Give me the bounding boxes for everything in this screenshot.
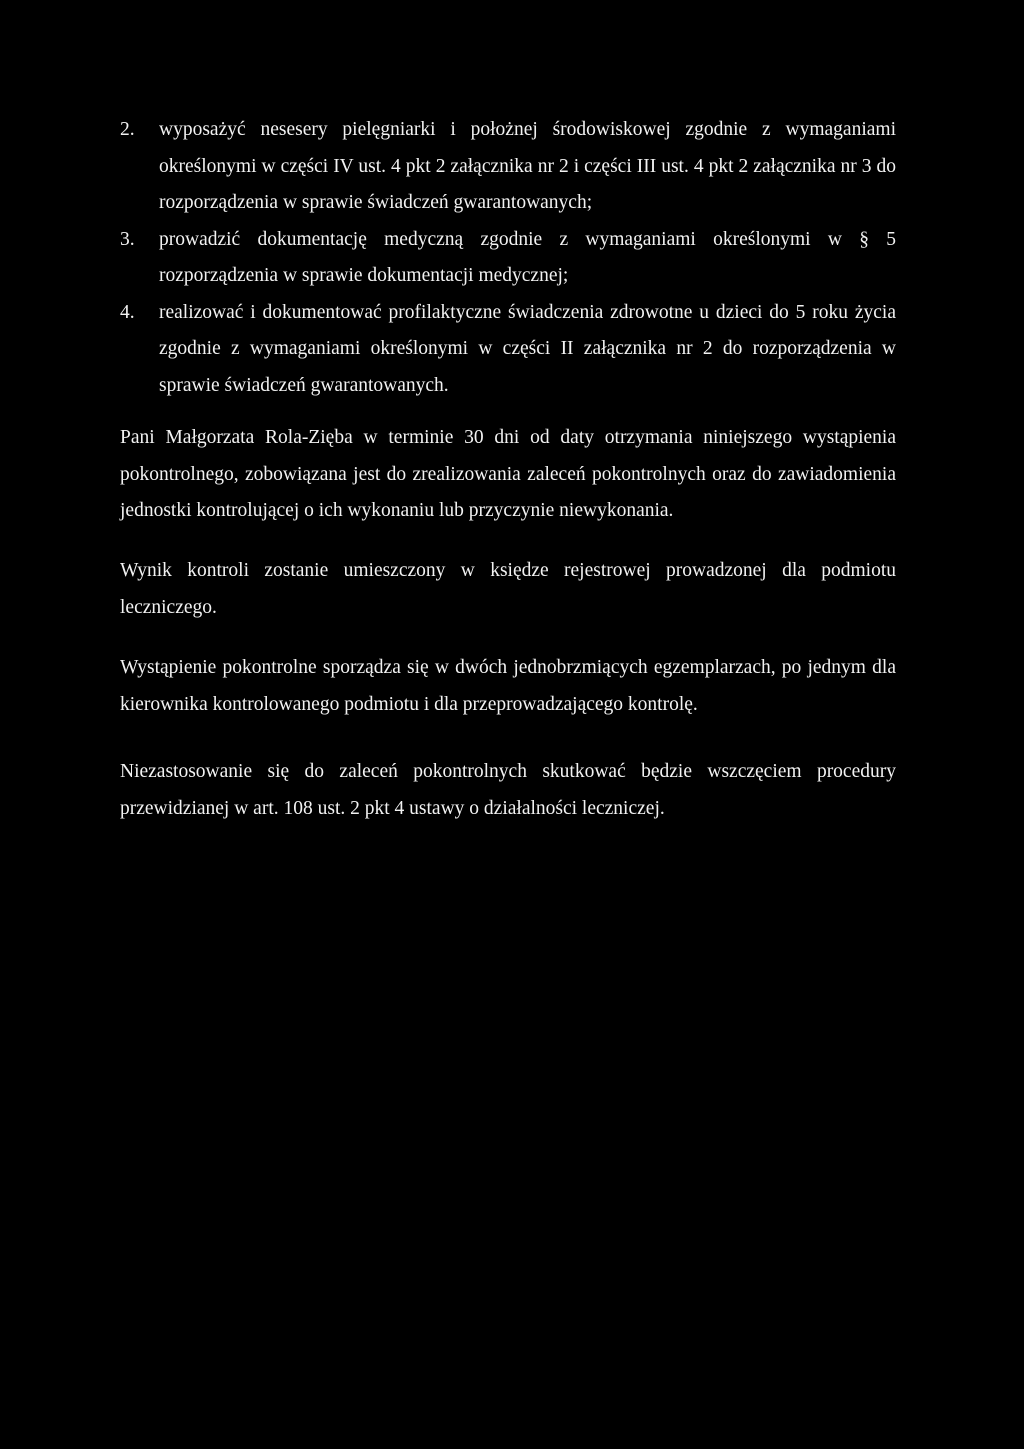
list-item-text: prowadzić dokumentację medyczną zgodnie z wymaganiami określonymi w § 5 rozporządzenia w sprawie dokumentacji medycznej; bbox=[159, 228, 896, 286]
list-item-text: wyposażyć nesesery pielęgniarki i położnej środowiskowej zgodnie z wymaganiami określonymi w części IV ust. 4 pkt 2 załącznika nr 2 i części III ust. 4 pkt 2 załącznika nr 3 do rozporządzenia w sprawie świadczeń gwarantowanych; bbox=[159, 119, 896, 213]
list-item-number: 4. bbox=[120, 301, 135, 323]
list-item bbox=[120, 112, 896, 222]
list-item bbox=[120, 295, 896, 405]
list-item bbox=[120, 222, 896, 295]
list-item-text: realizować i dokumentować profilaktyczne świadczenia zdrowotne u dzieci do 5 roku życia zgodnie z wymaganiami określonymi w części II załącznika nr 2 do rozporządzenia w sprawie świadczeń gwarantowanych. bbox=[159, 301, 896, 396]
list-item-number: 3. bbox=[120, 228, 135, 250]
deadline-paragraph: Pani Małgorzata Rola-Zięba w terminie 30 dni od daty otrzymania niniejszego wystąpienia pokontrolnego, zobowiązana jest do zrealizowania zaleceń pokontrolnych oraz do zawiadomienia jednostki kontrolującej o ich wykonaniu lub przyczynie niewykonania. bbox=[120, 427, 896, 521]
copies-paragraph: Wystąpienie pokontrolne sporządza się w dwóch jednobrzmiących egzemplarzach, po jednym dla kierownika kontrolowanego podmiotu i dla przeprowadzającego kontrolę. bbox=[120, 657, 896, 715]
recommendations-list bbox=[120, 112, 896, 404]
register-paragraph: Wynik kontroli zostanie umieszczony w księdze rejestrowej prowadzonej dla podmiotu leczniczego. bbox=[120, 560, 896, 618]
sanction-paragraph: Niezastosowanie się do zaleceń pokontrolnych skutkować będzie wszczęciem procedury przewidzianej w art. 108 ust. 2 pkt 4 ustawy o działalności leczniczej. bbox=[120, 761, 896, 819]
list-item-number: 2. bbox=[120, 119, 135, 140]
